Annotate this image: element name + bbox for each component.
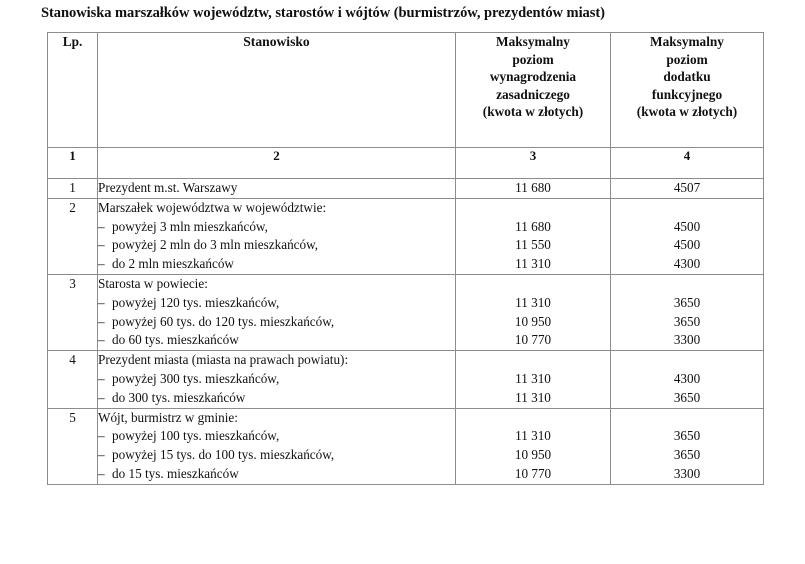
- en-dash-icon: –: [98, 389, 105, 405]
- table-row: [48, 351, 764, 408]
- header-row: [48, 33, 764, 148]
- position-subitem: [98, 427, 455, 446]
- position-subitem: [98, 236, 455, 255]
- position-subitem: [98, 218, 455, 237]
- amount-value: 10 950: [514, 447, 552, 463]
- header-base-line3: wynagrodzenia: [489, 69, 577, 84]
- position-subitem-label: powyżej 300 tys. mieszkańców,: [112, 370, 280, 386]
- position-heading: Marszałek województwa w województwie:: [98, 199, 327, 215]
- position-cell: [98, 408, 456, 484]
- amount-alignment-spacer: [611, 409, 763, 428]
- column-number-1: 1: [48, 148, 98, 179]
- amount-alignment-spacer: [456, 409, 610, 428]
- position-heading: Starosta w powiecie:: [98, 275, 208, 291]
- function-allowance-cell: [611, 408, 764, 484]
- row-number-cell: 3: [48, 274, 98, 350]
- position-subitem-label: powyżej 60 tys. do 120 tys. mieszkańców,: [112, 313, 335, 329]
- header-allowance-line5: (kwota w złotych): [636, 104, 738, 119]
- en-dash-icon: –: [98, 218, 105, 234]
- base-salary-cell: [456, 351, 611, 408]
- en-dash-icon: –: [98, 332, 105, 348]
- position-subitem: [98, 389, 455, 408]
- en-dash-icon: –: [98, 237, 105, 253]
- amount-value: 11 310: [515, 428, 551, 444]
- row-number-cell: 1: [48, 179, 98, 199]
- amount-alignment-spacer: [611, 275, 763, 294]
- amount-value: 10 950: [514, 313, 552, 329]
- position-subitem-list: [98, 370, 455, 408]
- header-cell-base-salary: [456, 33, 611, 148]
- salary-table: [47, 32, 764, 485]
- position-subitem: [98, 446, 455, 465]
- base-salary-cell: [456, 198, 611, 274]
- header-base-line5: (kwota w złotych): [482, 104, 584, 119]
- position-subitem-label: powyżej 15 tys. do 100 tys. mieszkańców,: [112, 447, 335, 463]
- row-number-cell: 2: [48, 198, 98, 274]
- function-allowance-cell: [611, 198, 764, 274]
- table-header: [48, 33, 764, 179]
- base-salary-cell: [456, 274, 611, 350]
- amount-value: 11 680: [515, 218, 551, 234]
- en-dash-icon: –: [98, 256, 105, 272]
- amount-value: 4300: [673, 370, 701, 386]
- amount-value: 3650: [673, 294, 701, 310]
- position-subitem-label: powyżej 2 mln do 3 mln mieszkańców,: [112, 237, 319, 253]
- amount-value: 3300: [673, 332, 701, 348]
- header-base-line2: poziom: [512, 51, 554, 67]
- amount-alignment-spacer: [456, 351, 610, 370]
- amount-value: 3650: [673, 447, 701, 463]
- amount-value: 3650: [673, 428, 701, 444]
- header-base-line4: zasadniczego: [496, 86, 570, 102]
- table-container: [47, 32, 763, 485]
- base-salary-cell: [456, 179, 611, 199]
- en-dash-icon: –: [98, 294, 105, 310]
- position-cell: [98, 274, 456, 350]
- position-heading: Prezydent m.st. Warszawy: [98, 180, 238, 195]
- header-cell-position: Stanowisko: [98, 33, 456, 148]
- position-subitem: [98, 255, 455, 274]
- header-base-line1: Maksymalny: [496, 34, 570, 49]
- base-salary-cell: [456, 408, 611, 484]
- amount-alignment-spacer: [456, 199, 610, 218]
- table-body: [48, 179, 764, 485]
- position-subitem: [98, 331, 455, 350]
- amount-value: 11 310: [515, 294, 551, 310]
- amount-value: 4500: [673, 218, 701, 234]
- position-subitem-label: powyżej 120 tys. mieszkańców,: [112, 294, 280, 310]
- column-number-row: [48, 148, 764, 179]
- column-number-4: 4: [611, 148, 764, 179]
- position-subitem-list: [98, 427, 455, 483]
- position-subitem: [98, 294, 455, 313]
- position-cell: [98, 198, 456, 274]
- header-allowance-line2: poziom: [666, 51, 708, 67]
- table-row: [48, 408, 764, 484]
- amount-value: 11 550: [515, 237, 551, 253]
- position-subitem-label: do 15 tys. mieszkańców: [112, 465, 239, 481]
- position-subitem: [98, 370, 455, 389]
- table-row: [48, 198, 764, 274]
- amount-value: 3650: [673, 389, 701, 405]
- position-subitem-list: [98, 294, 455, 350]
- amount-alignment-spacer: [611, 351, 763, 370]
- amount-value: 3300: [673, 465, 701, 481]
- position-subitem: [98, 313, 455, 332]
- table-row: [48, 274, 764, 350]
- amount-value: 4507: [673, 180, 701, 195]
- amount-value: 11 680: [515, 180, 551, 195]
- position-heading: Prezydent miasta (miasta na prawach powiatu):: [98, 352, 349, 368]
- position-subitem-label: powyżej 3 mln mieszkańców,: [112, 218, 268, 234]
- amount-alignment-spacer: [611, 199, 763, 218]
- position-cell: [98, 179, 456, 199]
- position-cell: [98, 351, 456, 408]
- position-subitem-label: do 60 tys. mieszkańców: [112, 332, 239, 348]
- header-cell-lp: Lp.: [48, 33, 98, 148]
- column-number-2: 2: [98, 148, 456, 179]
- en-dash-icon: –: [98, 465, 105, 481]
- position-subitem-label: do 300 tys. mieszkańców: [112, 389, 246, 405]
- function-allowance-cell: [611, 179, 764, 199]
- en-dash-icon: –: [98, 447, 105, 463]
- amount-value: 11 310: [515, 370, 551, 386]
- position-subitem-list: [98, 218, 455, 274]
- amount-value: 11 310: [515, 256, 551, 272]
- function-allowance-cell: [611, 274, 764, 350]
- amount-value: 3650: [673, 313, 701, 329]
- row-number-cell: 4: [48, 351, 98, 408]
- amount-value: 4300: [673, 256, 701, 272]
- header-allowance-line4: funkcyjnego: [651, 86, 723, 102]
- position-subitem: [98, 465, 455, 484]
- amount-value: 4500: [673, 237, 701, 253]
- function-allowance-cell: [611, 351, 764, 408]
- position-subitem-label: powyżej 100 tys. mieszkańców,: [112, 428, 280, 444]
- en-dash-icon: –: [98, 428, 105, 444]
- amount-value: 10 770: [514, 465, 552, 481]
- position-subitem-label: do 2 mln mieszkańców: [112, 256, 234, 272]
- table-row: [48, 179, 764, 199]
- amount-value: 11 310: [515, 389, 551, 405]
- amount-value: 10 770: [514, 332, 552, 348]
- column-number-3: 3: [456, 148, 611, 179]
- header-cell-function-allowance: [611, 33, 764, 148]
- en-dash-icon: –: [98, 370, 105, 386]
- row-number-cell: 5: [48, 408, 98, 484]
- page-title: Stanowiska marszałków województw, starostów i wójtów (burmistrzów, prezydentów miast): [41, 5, 605, 21]
- header-allowance-line1: Maksymalny: [650, 34, 724, 49]
- en-dash-icon: –: [98, 313, 105, 329]
- amount-alignment-spacer: [456, 275, 610, 294]
- position-heading: Wójt, burmistrz w gminie:: [98, 409, 238, 425]
- header-allowance-line3: dodatku: [663, 69, 711, 84]
